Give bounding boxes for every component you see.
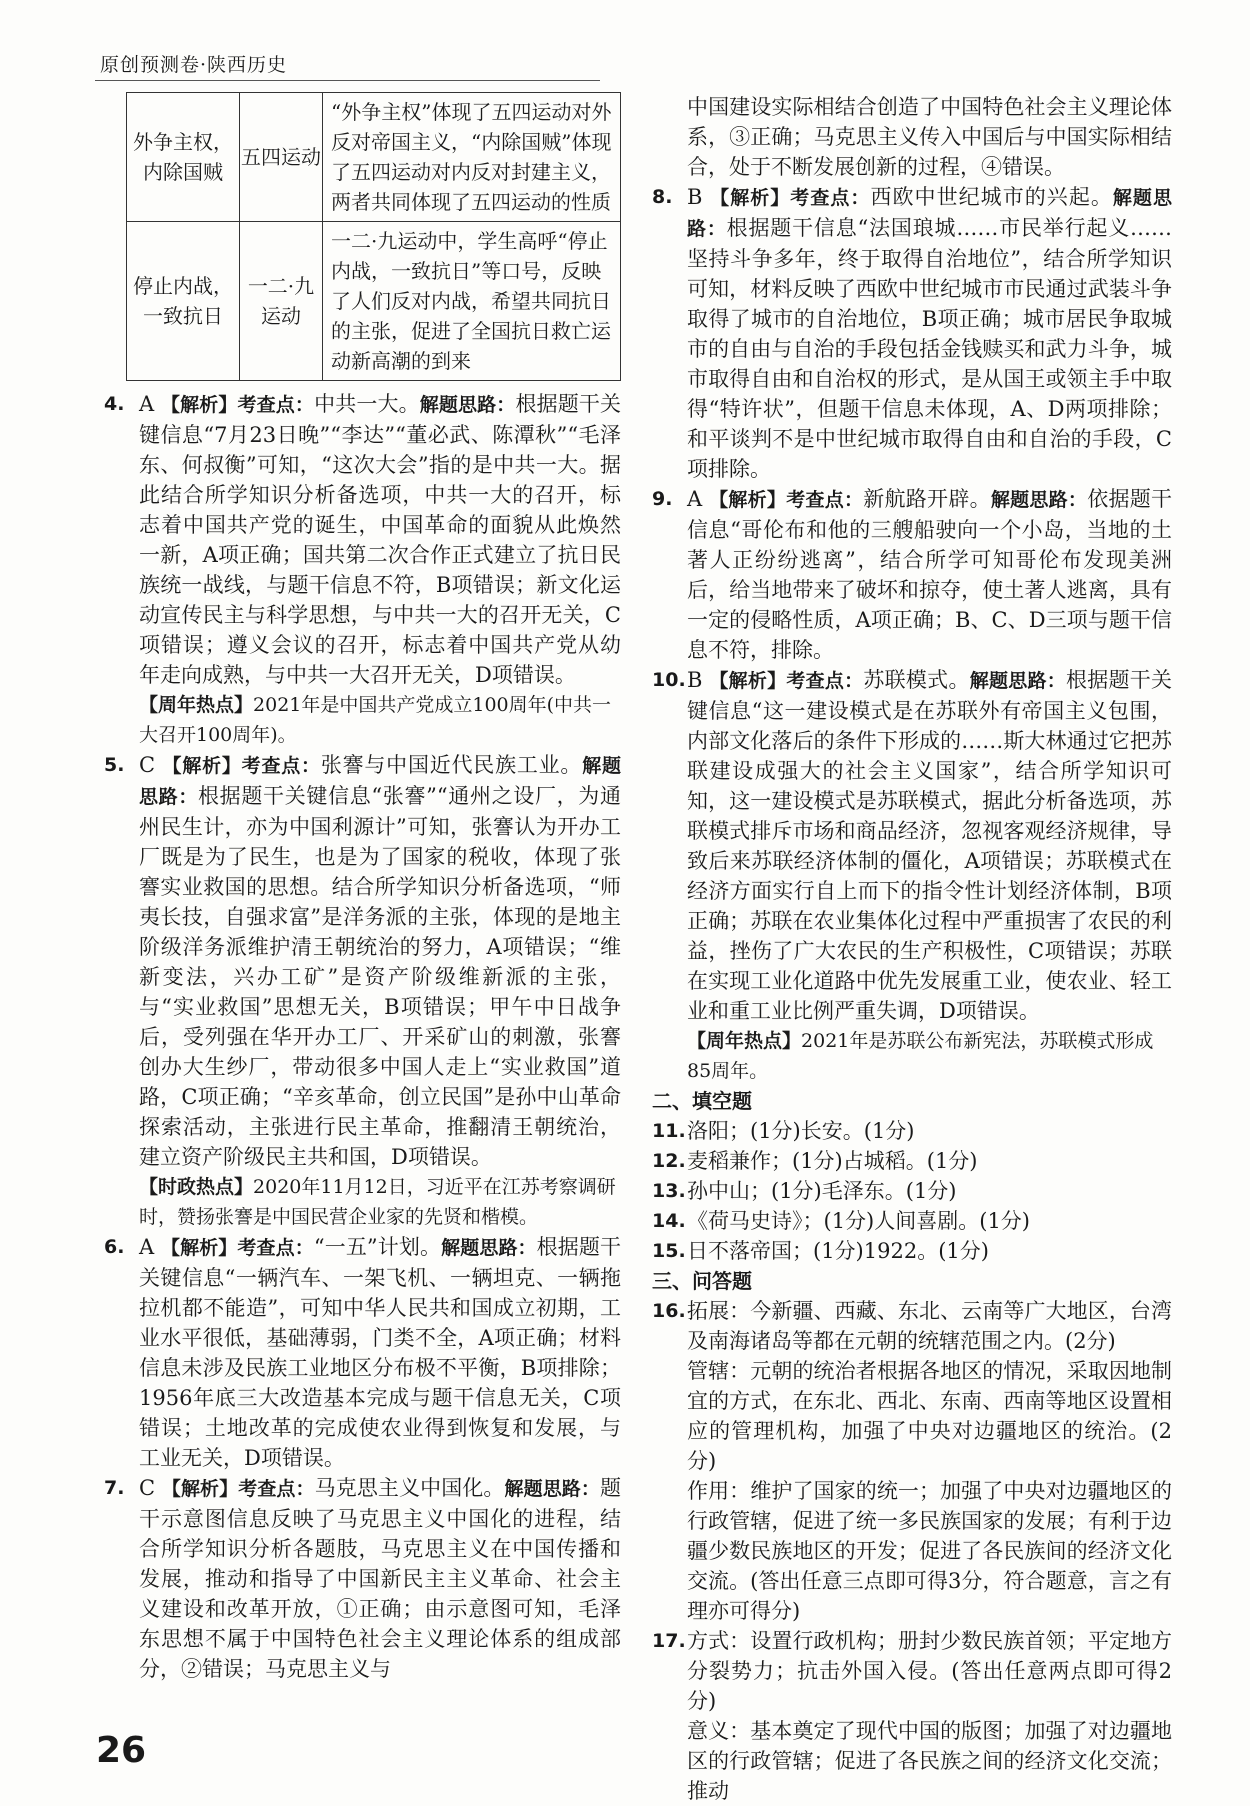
answer-9: 9. A 【解析】考查点：新航路开辟。解题思路：依据题干信息“哥伦布和他的三艘船驶向一个小岛，当地的土著人正纷纷逃离”，结合所学可知哥伦布发现美洲后，给当地带来了破坏和掠夺，使土著人逃离，具有一定的侵略性质，A项正确；B、C、D三项与题干信息不符，排除。 [652,487,1172,662]
table-cell: 五四运动 [240,93,323,222]
answer-5: 5. C 【解析】考查点：张謇与中国近代民族工业。解题思路：根据题干关键信息“张謇”“通州之设厂，为通州民生计，亦为中国利源计”可知，张謇认为开办工厂既是为了民生，也是为了国家的税收，体现了张謇实业救国的思想。结合所学知识分析备选项，“师夷长技，自强求富”是洋务派的主张，体现的是地主阶级洋务派维护清王朝统治的努力，A项错误；“维新变法，兴办工矿”是资产阶级维新派的主张，与“实业救国”思想无关，B项错误；甲午中日战争后，受列强在华开办工厂、开采矿山的刺激，张謇创办大生纱厂，带动很多中国人走上“实业救国”道路，C项正确；“辛亥革命，创立民国”是孙中山革命探索活动，主张进行民主革命，推翻清王朝统治，建立资产阶级民主共和国，D项错误。 [104,753,621,1169]
hot-note: 【周年热点】2021年是中国共产党成立100周年(中共一大召开100周年)。 [139,694,612,746]
table-cell: 外争主权，内除国贼 [127,93,240,222]
hot-note: 【时政热点】2020年11月12日，习近平在江苏考察调研时，赞扬张謇是中国民营企业家的先贤和楷模。 [139,1176,616,1228]
answer-8: 8. B 【解析】考查点：西欧中世纪城市的兴起。解题思路：根据题干信息“法国琅城……市民举行起义……坚持斗争多年，终于取得自治地位”，结合所学知识可知，材料反映了西欧中世纪城市市民通过武装斗争取得了城市的自治地位，B项正确；城市居民争取城市的自由与自治的手段包括金钱赎买和武力斗争，城市取得自由和自治权的形式，是从国王或领主手中取得“特许状”，但题干信息未体现，A、D两项排除；和平谈判不是中世纪城市取得自由和自治的手段，C项排除。 [652,185,1172,481]
running-header: 原创预测卷·陕西历史 [100,54,288,76]
answer-7-continued: 中国建设实际相结合创造了中国特色社会主义理论体系，③正确；马克思主义传入中国后与中国实际相结合，处于不断发展创新的过程，④错误。 [687,95,1172,179]
right-column [652,92,1172,1806]
table-cell: 一二·九运动中，学生高呼“停止内战，一致抗日”等口号，反映了人们反对内战，希望共同抗日的主张，促进了全国抗日救亡运动新高潮的到来 [323,222,621,381]
hot-note: 【周年热点】2021年是苏联公布新宪法，苏联模式形成85周年。 [687,1030,1154,1082]
fill-answer: 15. 日不落帝国；(1分)1922。(1分) [652,1239,989,1263]
table-cell: 一二·九运动 [240,222,323,381]
table-cell: “外争主权”体现了五四运动对外反对帝国主义，“内除国贼”体现了五四运动对内反对封建主义，两者共同体现了五四运动的性质 [323,93,621,222]
fill-answer: 12. 麦稻兼作；(1分)占城稻。(1分) [652,1149,978,1173]
answer-7: 7. C 【解析】考查点：马克思主义中国化。解题思路：题干示意图信息反映了马克思主义中国化的进程，结合所学知识分析各题肢，马克思主义在中国传播和发展，推动和指导了中国新民主主义革命、社会主义建设和改革开放，①正确；由示意图可知，毛泽东思想不属于中国特色社会主义理论体系的组成部分，②错误；马克思主义与 [104,1476,621,1681]
page-number: 26 [96,1730,147,1771]
summary-table [126,92,621,381]
table-row [127,222,621,381]
fill-answer: 13. 孙中山；(1分)毛泽东。(1分) [652,1179,957,1203]
fill-answer: 11. 洛阳；(1分)长安。(1分) [652,1119,915,1143]
section-heading: 三、问答题 [652,1269,752,1293]
header-rule [95,80,600,81]
answer-4: 4. A 【解析】考查点：中共一大。解题思路：根据题干关键信息“7月23日晚”“李达”“董必武、陈潭秋”“毛泽东、何叔衡”可知，“这次大会”指的是中共一大。据此结合所学知识分析备选项，中共一大的召开，标志着中国共产党的诞生，中国革命的面貌从此焕然一新，A项正确；国共第二次合作正式建立了抗日民族统一战线，与题干信息不符，B项错误；新文化运动宣传民主与科学思想，与中共一大的召开无关，C项错误；遵义会议的召开，标志着中国共产党从幼年走向成熟，与中共一大召开无关，D项错误。 [104,392,621,687]
answer-10: 10. B 【解析】考查点：苏联模式。解题思路：根据题干关键信息“这一建设模式是在苏联外有帝国主义包围，内部文化落后的条件下形成的……斯大林通过它把苏联建设成强大的社会主义国家”，结合所学知识可知，这一建设模式是苏联模式，据此分析备选项，苏联模式排斥市场和商品经济，忽视客观经济规律，导致后来苏联经济体制的僵化，A项错误；苏联模式在经济方面实行自上而下的指令性计划经济体制，B项正确；苏联在农业集体化过程中严重损害了农民的利益，挫伤了广大农民的生产积极性，C项错误；苏联在实现工业化道路中优先发展重工业，使农业、轻工业和重工业比例严重失调，D项错误。 [652,668,1173,1023]
table-row [127,93,621,222]
answer-6: 6. A 【解析】考查点：“一五”计划。解题思路：根据题干关键信息“一辆汽车、一架飞机、一辆坦克、一辆拖拉机都不能造”，可知中华人民共和国成立初期，工业水平很低，基础薄弱，门类不全，A项正确；材料信息未涉及民族工业地区分布极不平衡，B项排除；1956年底三大改造基本完成与题干信息无关，C项错误；土地改革的完成使农业得到恢复和发展，与工业无关，D项错误。 [104,1235,621,1470]
section-heading: 二、填空题 [652,1089,752,1113]
left-column [104,92,621,1684]
answer-17: 17. 方式：设置行政机构；册封少数民族首领；平定地方分裂势力；抗击外国入侵。(答出任意两点即可得2分) 意义：基本奠定了现代中国的版图；加强了对边疆地区的行政管辖；促进了各民族之间的经济文化交流；推动 [652,1629,1172,1803]
answer-16: 16. 拓展：今新疆、西藏、东北、云南等广大地区，台湾及南海诸岛等都在元朝的统辖范围之内。(2分) 管辖：元朝的统治者根据各地区的情况，采取因地制宜的方式，在东北、西北、东南、西南等地区设置相应的管理机构，加强了中央对边疆地区的统治。(2分) 作用：维护了国家的统一；加强了中央对边疆地区的行政管辖，促进了统一多民族国家的发展；有利于边疆少数民族地区的开发；促进了各民族间的经济文化交流。(答出任意三点即可得3分，符合题意，言之有理亦可得分) [652,1299,1172,1623]
fill-answer: 14. 《荷马史诗》；(1分)人间喜剧。(1分) [652,1209,1030,1233]
table-cell: 停止内战，一致抗日 [127,222,240,381]
